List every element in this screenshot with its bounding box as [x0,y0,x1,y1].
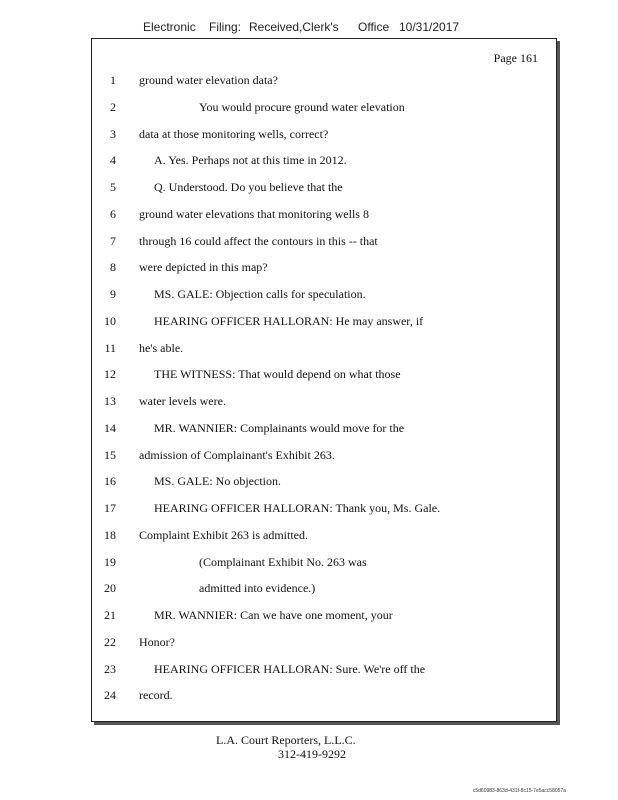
transcript-line [92,495,556,522]
line-text: HEARING OFFICER HALLORAN: He may answer, if [154,313,424,328]
line-text: You would procure ground water elevation [199,99,405,114]
line-text: MR. WANNIER: Can we have one moment, your [154,608,393,622]
line-text: MR. WANNIER: Complainants would move for the [154,420,405,435]
filing-header-date: 10/31/2017 [399,20,460,34]
transcript-line [92,67,556,94]
line-number: 12 [104,367,116,382]
line-number: 22 [104,634,116,649]
document-id: c5d60983-863d-431f-8c15-7e5acc58057a [472,788,566,794]
line-text: record. [139,688,173,703]
page-number: Page 161 [493,51,538,65]
transcript-line [92,147,556,174]
line-number: 8 [110,260,116,275]
line-text: were depicted in this map? [139,260,268,275]
line-number: 2 [110,99,116,114]
line-number: 1 [110,73,116,87]
filing-header-received: Received,Clerk's [249,20,339,34]
transcript-line [92,656,556,683]
line-text: THE WITNESS: That would depend on what those [154,367,401,382]
line-number: 4 [110,153,116,168]
line-number: 18 [104,527,116,542]
transcript-page [91,38,557,722]
line-number: 7 [110,233,116,248]
transcript-line [92,201,556,228]
transcript-line [92,629,556,656]
reporter-company: L.A. Court Reporters, L.L.C. [216,733,356,747]
transcript-line [92,335,556,362]
transcript-line [92,308,556,335]
line-number: 23 [104,661,116,676]
line-number: 11 [104,340,116,355]
line-text: he's able. [139,340,184,355]
transcript-lines [92,67,556,709]
line-text: data at those monitoring wells, correct? [139,126,329,141]
line-text: admitted into evidence.) [199,581,316,596]
line-text: MS. GALE: Objection calls for speculation. [154,287,366,301]
filing-header-office: Office [358,20,390,34]
line-text: A. Yes. Perhaps not at this time in 2012. [154,153,347,168]
transcript-line [92,549,556,576]
line-number: 17 [104,501,116,515]
line-number: 13 [104,394,116,408]
line-text: Q. Understood. Do you believe that the [154,180,343,194]
transcript-line [92,228,556,255]
line-number: 24 [104,688,116,703]
line-number: 19 [104,554,116,569]
transcript-line [92,254,556,281]
line-text: HEARING OFFICER HALLORAN: Thank you, Ms. Gale. [154,501,441,515]
line-text: Honor? [139,634,175,649]
line-text: (Complainant Exhibit No. 263 was [199,554,367,569]
transcript-line [92,388,556,415]
line-number: 20 [104,581,116,596]
line-text: through 16 could affect the contours in this -- that [139,233,378,248]
transcript-line [92,682,556,709]
line-text: Complaint Exhibit 263 is admitted. [139,527,308,542]
line-number: 3 [110,126,116,141]
line-number: 5 [110,180,116,194]
line-number: 14 [104,420,116,435]
line-text: admission of Complainant's Exhibit 263. [139,447,335,462]
transcript-line [92,468,556,495]
transcript-line [92,602,556,629]
transcript-line [92,575,556,602]
line-text: ground water elevations that monitoring wells 8 [139,206,369,221]
line-number: 21 [104,608,116,622]
transcript-line [92,522,556,549]
transcript-line [92,442,556,469]
transcript-line [92,174,556,201]
line-number: 15 [104,447,116,462]
electronic-filing-header [0,20,618,36]
line-number: 9 [110,287,116,301]
transcript-line [92,281,556,308]
transcript-line [92,94,556,121]
transcript-line [92,361,556,388]
reporter-phone: 312-419-9292 [278,747,346,761]
line-number: 10 [104,313,116,328]
line-text: MS. GALE: No objection. [154,474,281,489]
filing-header-electronic: Electronic [143,20,196,34]
line-text: HEARING OFFICER HALLORAN: Sure. We're off the [154,661,426,676]
transcript-line [92,415,556,442]
line-number: 16 [104,474,116,489]
transcript-line [92,121,556,148]
line-number: 6 [110,206,116,221]
filing-header-filing: Filing: [209,20,242,34]
line-text: water levels were. [139,394,226,408]
line-text: ground water elevation data? [139,73,278,87]
